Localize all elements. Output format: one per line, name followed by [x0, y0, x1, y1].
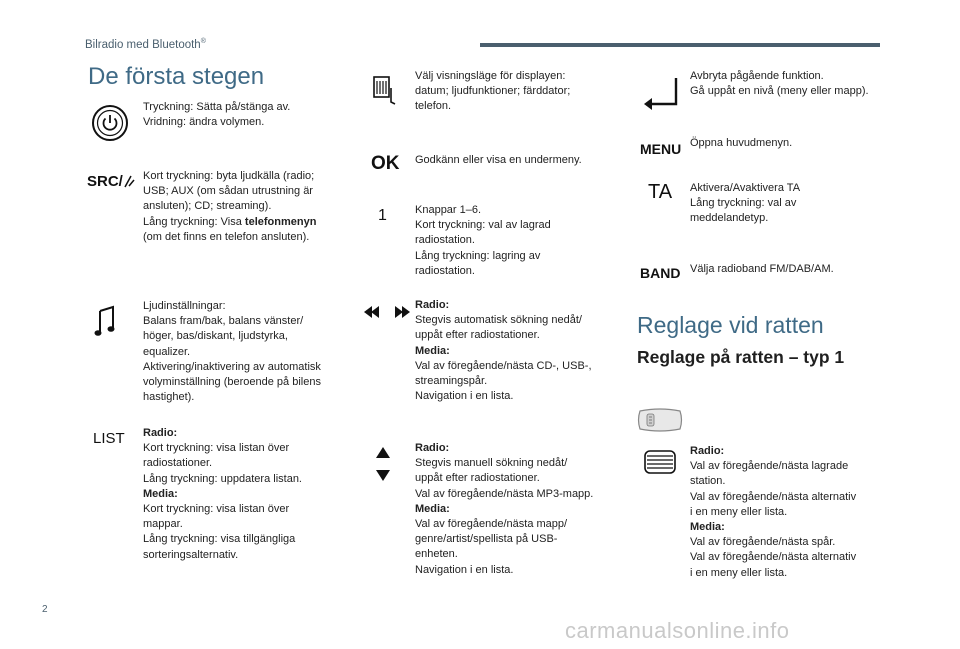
- header-rule: [480, 43, 880, 47]
- page-title: De första stegen: [88, 63, 265, 90]
- ok-description: Godkänn eller visa en undermeny.: [415, 154, 582, 166]
- wheel-description: Radio: Val av föregående/nästa lagrade station. Val av föregående/nästa alternativ i en meny eller lista. Media: Val av föregående/nästa spår. Val av föregående/nästa alternativ i en meny eller lista.: [690, 445, 857, 579]
- ta-icon: TA: [648, 181, 673, 203]
- up-down-arrows-icon: [376, 447, 390, 486]
- list-description: Radio: Kort tryckning: visa listan över radiostationer. Lång tryckning: uppdatera listan. Media: Kort tryckning: visa listan över mappar. Lång tryckning: visa tillgängliga sorteringsalternativ.: [143, 427, 302, 561]
- menu-icon: MENU: [640, 141, 682, 157]
- seek-arrows-icon: [364, 305, 410, 324]
- back-icon: [640, 74, 680, 119]
- band-description: Välja radioband FM/DAB/AM.: [690, 263, 834, 275]
- src-description: Kort tryckning: byta ljudkälla (radio; USB; AUX (om sådan utrustning är ansluten); CD; streaming). Lång tryckning: Visa telefonmenyn (om det finns en telefon ansluten).: [143, 170, 317, 243]
- list-icon: LIST: [93, 430, 125, 447]
- src-icon: SRC/: [87, 173, 135, 190]
- section-title-steering: Reglage vid ratten: [637, 312, 824, 338]
- manual-seek-description: Radio: Stegvis manuell sökning nedåt/ uppåt efter radiostationer. Val av föregående/nästa MP3-mapp. Media: Val av föregående/nästa mapp/ genre/artist/spellista på USB- enheten. Navigation i en lista.: [415, 442, 594, 576]
- menu-description: Öppna huvudmenyn.: [690, 137, 793, 149]
- running-header: Bilradio med Bluetooth®: [85, 38, 206, 51]
- display-mode-description: Välj visningsläge för displayen: datum; ljudfunktioner; färddator; telefon.: [415, 70, 571, 113]
- power-description: Tryckning: Sätta på/stänga av. Vridning: ändra volymen.: [143, 101, 291, 129]
- music-note-icon: [94, 305, 116, 342]
- back-description: Avbryta pågående funktion. Gå uppåt en nivå (meny eller mapp).: [690, 70, 869, 98]
- seek-description: Radio: Stegvis automatisk sökning nedåt/ uppåt efter radiostationer. Media: Val av föregående/nästa CD-, USB-, streamingspår. Navigation i en lista.: [415, 299, 592, 403]
- display-mode-icon: [371, 74, 399, 113]
- preset-description: Knappar 1–6. Kort tryckning: val av lagrad radiostation. Lång tryckning: lagring av radiostation.: [415, 204, 551, 277]
- power-icon: [91, 104, 129, 147]
- band-icon: BAND: [640, 265, 681, 281]
- thumbwheel-icon: [643, 449, 677, 480]
- section-subtitle-type1: Reglage på ratten – typ 1: [637, 347, 845, 367]
- ta-description: Aktivera/Avaktivera TA Lång tryckning: val av meddelandetyp.: [690, 182, 801, 225]
- sound-settings-description: Ljudinställningar: Balans fram/bak, balans vänster/ höger, bas/diskant, ljudstyrka, equalizer. Aktivering/inaktivering av automatisk volyminställning (beroende på bilens hastighet).: [143, 300, 321, 404]
- steering-control-icon: [637, 407, 683, 438]
- preset-1-icon: 1: [378, 207, 387, 224]
- ok-icon: OK: [371, 153, 400, 174]
- page-number: 2: [42, 604, 48, 615]
- watermark: carmanualsonline.info: [565, 618, 790, 643]
